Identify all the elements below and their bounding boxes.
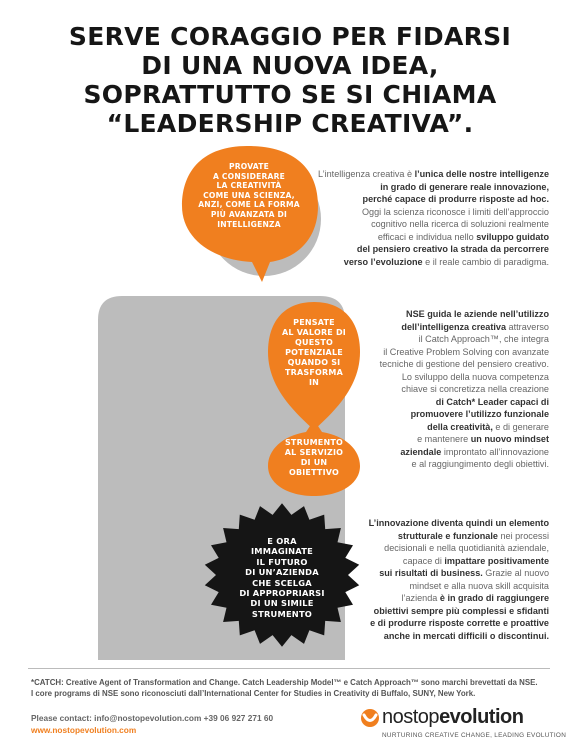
plain-text: l’azienda — [401, 593, 440, 603]
plain-text: il Creative Problem Solving con avanzate — [383, 346, 549, 357]
plain-text: improntato all’innovazione — [441, 446, 549, 457]
paragraph-line — [318, 168, 549, 181]
paragraph-line — [380, 408, 549, 421]
paragraph-line — [318, 181, 549, 194]
bubble-2-line: QUESTO — [295, 338, 333, 347]
plain-text: Lo sviluppo della nuova competenza — [401, 371, 549, 382]
logo-word-nostop: nostop — [382, 706, 440, 728]
plain-text: Grazie al nuovo — [482, 568, 549, 578]
bubble-4-text — [218, 536, 346, 619]
paragraph-line — [369, 605, 549, 618]
brand-logo[interactable] — [360, 704, 567, 748]
divider — [28, 668, 550, 669]
bold-text: del pensiero creativo la strada da percorrere — [356, 244, 549, 254]
nostopevolution-logo-mark-icon — [360, 708, 380, 728]
plain-text: L’intelligenza creativa è — [318, 169, 415, 179]
bubble-2-text — [274, 318, 354, 388]
footnote-line-2: I core programs di NSE sono riconosciuti dall’International Center for Studies in Creativity di Buffalo, SUNY, New York. — [31, 688, 476, 698]
bubble-1-line: ANZI, COME LA FORMA — [198, 200, 300, 210]
plain-text: attraverso — [506, 321, 549, 332]
paragraph-line — [318, 256, 549, 269]
bubble-4-line: CHE SCELGA — [252, 577, 312, 588]
bubble-1-text — [194, 162, 304, 229]
plain-text: capace di — [402, 555, 445, 566]
paragraph-line — [369, 517, 549, 530]
bold-text: anche in mercati difficili o discontinui. — [383, 630, 549, 641]
bold-text: sviluppo guidato — [476, 231, 549, 242]
bold-text: impattare positivamente — [444, 555, 549, 566]
headline-line-4: “LEADERSHIP CREATIVA”. — [106, 109, 474, 138]
paragraph-line — [318, 193, 549, 206]
paragraph-line — [380, 346, 549, 359]
bubble-1-line: PIÙ AVANZATA DI — [210, 209, 288, 219]
plain-text: cognitivo nella ricerca di soluzioni realmente — [371, 219, 549, 229]
paragraph-line — [380, 446, 549, 459]
logo-word-evolution: evolution — [439, 706, 524, 728]
logo-wordmark — [382, 706, 523, 729]
footnote-line-1: *CATCH: Creative Agent of Transformation and Change. Catch Leadership Model™ e Catch Approach™ sono marchi brevettati da NSE. — [31, 678, 538, 687]
bubble-2-line: TRASFORMA — [285, 368, 343, 377]
headline-line-3: SOPRATTUTTO SE SI CHIAMA — [83, 80, 497, 109]
website-link[interactable]: www.nostopevolution.com — [31, 725, 137, 735]
bold-text: della creatività, — [427, 421, 493, 432]
paragraph-line — [369, 630, 549, 643]
bubble-4-line: IL FUTURO — [256, 556, 308, 567]
headline-line-1: SERVE CORAGGIO PER FIDARSI — [68, 22, 512, 51]
paragraph-line — [369, 555, 549, 568]
bubble-1-line: PROVATE — [228, 162, 270, 171]
bold-text: NSE guida le aziende nell’utilizzo — [406, 309, 549, 319]
paragraph-innovation — [369, 517, 549, 642]
plain-text: il Catch Approach™, che integra — [418, 334, 549, 344]
paragraph-line — [369, 617, 549, 630]
bold-text: strutturale e funzionale — [397, 530, 498, 541]
plain-text: e al raggiungimento degli obiettivi. — [411, 459, 549, 469]
paragraph-intelligence — [318, 168, 549, 268]
bold-text: in grado di generare reale innovazione, — [380, 181, 549, 192]
paragraph-line — [369, 542, 549, 555]
plain-text: Oggi la scienza riconosce i limiti dell’approccio — [361, 206, 549, 217]
plain-text: chiave si concretizza nella creazione — [401, 384, 549, 394]
bold-text: sui risultati di business. — [379, 568, 483, 578]
bubble-3-text — [274, 438, 354, 478]
paragraph-line — [380, 421, 549, 434]
headline-line-2: DI UNA NUOVA IDEA, — [141, 51, 439, 80]
paragraph-line — [318, 243, 549, 256]
paragraph-line — [318, 218, 549, 231]
paragraph-line — [380, 458, 549, 471]
bubble-3-line: DI UN — [300, 458, 328, 467]
paragraph-line — [369, 580, 549, 593]
bubble-4-line: IMMAGINATE — [251, 546, 313, 557]
bubble-4-line: E ORA — [267, 536, 297, 546]
paragraph-line — [318, 231, 549, 244]
bold-text: di Catch* Leader capaci di — [435, 396, 549, 407]
bold-text: promuovere l’utilizzo funzionale — [410, 409, 549, 419]
paragraph-line — [380, 308, 549, 321]
plain-text: e mantenere — [417, 434, 471, 444]
bubble-3-line: OBIETTIVO — [288, 468, 340, 477]
plain-text: e il reale cambio di paradigma. — [422, 256, 549, 267]
paragraph-line — [369, 530, 549, 543]
plain-text: efficaci e individua nello — [377, 231, 477, 242]
bold-text: verso l’evoluzione — [343, 256, 423, 267]
footnote — [31, 678, 561, 700]
paragraph-line — [380, 333, 549, 346]
paragraph-line — [380, 371, 549, 384]
bubble-3-line: STRUMENTO — [284, 438, 344, 447]
paragraph-line — [380, 358, 549, 371]
bubble-1-line: LA CREATIVITÀ — [216, 181, 282, 191]
bubble-3-line: AL SERVIZIO — [284, 448, 344, 457]
contact-line: Please contact: info@nostopevolution.com +39 06 927 271 60 — [31, 713, 274, 723]
bubble-4-line: DI UN’AZIENDA — [245, 567, 319, 578]
bubble-4-line: STRUMENTO — [251, 608, 313, 619]
logo-tagline: NURTURING CREATIVE CHANGE, LEADING EVOLUTION — [382, 732, 567, 739]
bold-text: e di produrre risposte corrette e proattive — [370, 618, 549, 628]
plain-text: mindset e alla nuova skill acquisita — [409, 580, 549, 591]
bubble-2-line: PENSATE — [293, 318, 335, 327]
bubble-2-line: QUANDO SI — [287, 358, 341, 367]
plain-text: nei processi — [497, 530, 549, 541]
bubble-2-line: AL VALORE DI — [282, 328, 346, 337]
bubble-4-line: DI UN SIMILE — [250, 598, 314, 609]
paragraph-line — [380, 383, 549, 396]
bubble-1-line: INTELLIGENZA — [217, 219, 281, 229]
bold-text: un nuovo mindset — [470, 434, 549, 444]
bubble-1-line: COME UNA SCIENZA, — [203, 190, 295, 200]
paragraph-nse-guide — [380, 308, 549, 471]
bold-text: dell’intelligenza creativa — [401, 321, 507, 332]
paragraph-line — [380, 396, 549, 409]
contact-block — [31, 712, 273, 736]
paragraph-line — [380, 321, 549, 334]
bold-text: obiettivi sempre più complessi e sfidanti — [373, 605, 549, 616]
bold-text: l’unica delle nostre intelligenze — [414, 169, 549, 179]
bold-text: perché capace di produrre risposte ad hoc. — [362, 194, 549, 204]
bubble-1-line: A CONSIDERARE — [212, 171, 286, 181]
bubble-4-line: DI APPROPRIARSI — [239, 588, 325, 599]
plain-text: tecniche di gestione del pensiero creativo. — [379, 359, 549, 369]
bubble-2-line: POTENZIALE — [285, 348, 343, 357]
paragraph-line — [318, 206, 549, 219]
bold-text: è in grado di raggiungere — [439, 593, 549, 603]
bubble-2-line: IN — [308, 378, 320, 387]
paragraph-line — [380, 433, 549, 446]
plain-text: e di generare — [492, 421, 549, 432]
bold-text: aziendale — [400, 446, 442, 457]
paragraph-line — [369, 592, 549, 605]
plain-text: decisionali e nella quotidianità aziendale, — [384, 543, 549, 553]
paragraph-line — [369, 567, 549, 580]
bold-text: L’innovazione diventa quindi un elemento — [368, 518, 549, 528]
